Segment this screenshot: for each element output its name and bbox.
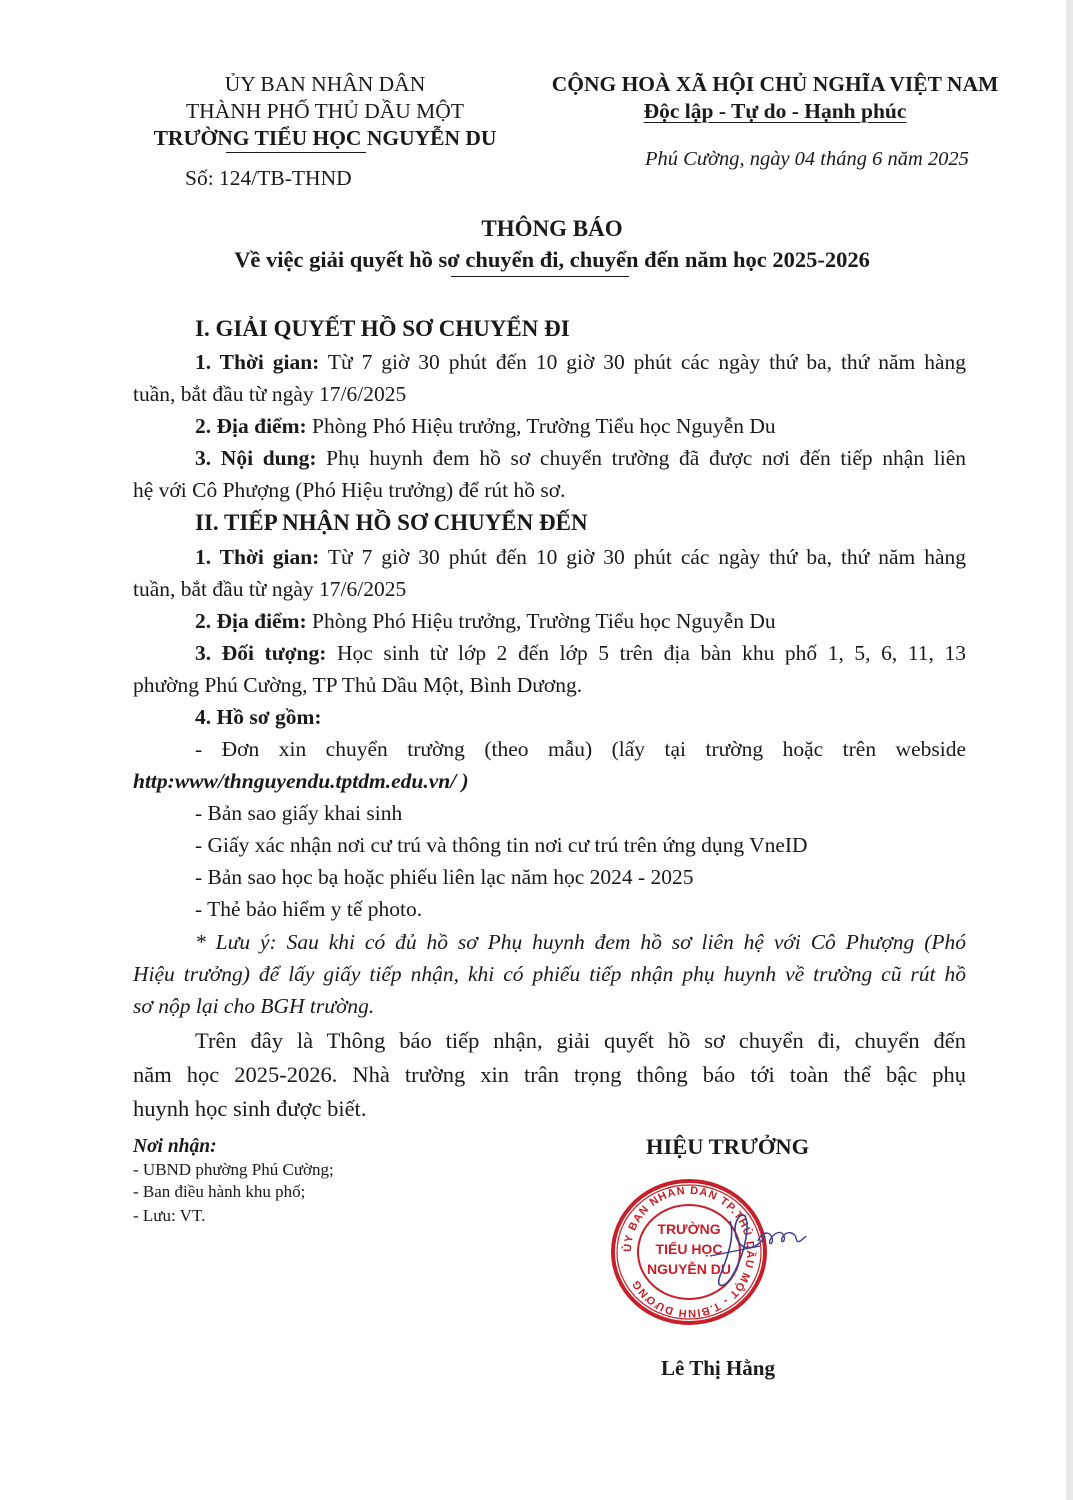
s1-content-text: Phụ huynh đem hồ sơ chuyển trường đã được nơi đến tiếp nhận liên xyxy=(316,446,966,470)
closing-line-3: huynh học sinh được biết. xyxy=(133,1096,367,1121)
s2-time-cont: tuần, bắt đầu từ ngày 17/6/2025 xyxy=(133,577,407,601)
handwritten-signature-icon xyxy=(700,1196,820,1306)
doc-item-4: - Bản sao học bạ hoặc phiếu liên lạc năm học 2024 - 2025 xyxy=(195,865,694,889)
doc-item-2: - Bản sao giấy khai sinh xyxy=(195,801,403,825)
signer-title: HIỆU TRƯỞNG xyxy=(646,1134,810,1159)
svg-text:NGUYỄN DU: NGUYỄN DU xyxy=(646,1261,732,1277)
subtitle-underline xyxy=(451,276,629,277)
closing-line-1: Trên đây là Thông báo tiếp nhận, giải quyết hồ sơ chuyển đi, chuyển đến xyxy=(195,1028,966,1053)
s2-time-label: 1. Thời gian: xyxy=(195,545,320,569)
page-edge xyxy=(1066,0,1073,1500)
recipients-label: Nơi nhận: xyxy=(133,1136,217,1157)
note-line-2: Hiệu trưởng) để lấy giấy tiếp nhận, khi có phiếu tiếp nhận phụ huynh về trường cũ rút hồ xyxy=(133,962,966,986)
s1-time xyxy=(133,347,966,379)
doc-item-3: - Giấy xác nhận nơi cư trú và thông tin nơi cư trú trên ứng dụng VneID xyxy=(195,833,808,857)
recipient-2: - Ban điều hành khu phố; xyxy=(133,1182,306,1201)
s1-content-cont: hệ với Cô Phượng (Phó Hiệu trưởng) để rút hồ sơ. xyxy=(133,478,566,502)
s2-place xyxy=(133,606,966,638)
note-line-3: sơ nộp lại cho BGH trường. xyxy=(133,994,375,1018)
s1-content-label: 3. Nội dung: xyxy=(195,446,317,470)
closing-line-2: năm học 2025-2026. Nhà trường xin trân trọng thông báo tới toàn thể bậc phụ xyxy=(133,1062,966,1087)
section-2-heading: II. TIẾP NHẬN HỒ SƠ CHUYỂN ĐẾN xyxy=(195,510,588,535)
s1-place-label: 2. Địa điểm: xyxy=(195,414,307,438)
s2-place-label: 2. Địa điểm: xyxy=(195,609,307,633)
s2-time-text: Từ 7 giờ 30 phút đến 10 giờ 30 phút các ngày thứ ba, thứ năm hàng xyxy=(319,545,966,569)
place-date: Phú Cường, ngày 04 tháng 6 năm 2025 xyxy=(645,148,969,170)
s1-time-cont: tuần, bắt đầu từ ngày 17/6/2025 xyxy=(133,382,407,406)
s2-docs-label: 4. Hồ sơ gồm: xyxy=(195,705,322,729)
notice-subtitle: Về việc giải quyết hồ sơ chuyển đi, chuyển đến năm học 2025-2026 xyxy=(234,247,870,272)
nation-motto: Độc lập - Tự do - Hạnh phúc xyxy=(643,99,907,123)
s2-target-cont: phường Phú Cường, TP Thủ Dầu Một, Bình Dương. xyxy=(133,673,583,697)
note-line-1: * Lưu ý: Sau khi có đủ hồ sơ Phụ huynh đem hồ sơ liên hệ với Cô Phượng (Phó xyxy=(195,930,966,954)
s2-target-text: Học sinh từ lớp 2 đến lớp 5 trên địa bàn khu phố 1, 5, 6, 11, 13 xyxy=(326,641,966,665)
notice-title: THÔNG BÁO xyxy=(481,216,623,241)
s1-content xyxy=(133,443,966,475)
nation-title: CỘNG HOÀ XÃ HỘI CHỦ NGHĨA VIỆT NAM xyxy=(551,72,999,96)
s1-place xyxy=(133,411,966,443)
recipient-3: - Lưu: VT. xyxy=(133,1206,206,1225)
s2-time xyxy=(133,542,966,574)
school-underline xyxy=(226,152,366,153)
s1-place-text: Phòng Phó Hiệu trưởng, Trường Tiểu học Nguyễn Du xyxy=(306,414,776,438)
recipient-1: - UBND phường Phú Cường; xyxy=(133,1160,334,1179)
agency-line-2: THÀNH PHỐ THỦ DẦU MỘT xyxy=(186,99,464,123)
s1-time-text: Từ 7 giờ 30 phút đến 10 giờ 30 phút các ngày thứ ba, thứ năm hàng xyxy=(319,350,966,374)
s1-time-label: 1. Thời gian: xyxy=(195,350,320,374)
s2-place-text: Phòng Phó Hiệu trưởng, Trường Tiểu học Nguyễn Du xyxy=(306,609,776,633)
school-name: TRƯỜNG TIỂU HỌC NGUYỄN DU xyxy=(153,126,497,150)
website-link[interactable]: http:www/thnguyendu.tptdm.edu.vn/ ) xyxy=(133,769,469,793)
agency-line-1: ỦY BAN NHÂN DÂN xyxy=(224,72,426,96)
svg-text:TRƯỜNG: TRƯỜNG xyxy=(657,1221,721,1237)
doc-item-1: - Đơn xin chuyển trường (theo mẫu) (lấy tại trường hoặc trên webside xyxy=(195,737,966,761)
doc-number: Số: 124/TB-THND xyxy=(185,166,352,190)
svg-text:ỦY BAN NHÂN DÂN TP.THỦ DẦU MỘT: ỦY BAN NHÂN DÂN TP.THỦ DẦU MỘT - T.BÌNH DƯƠNG xyxy=(621,1184,757,1320)
doc-item-5: - Thẻ bảo hiểm y tế photo. xyxy=(195,897,423,921)
s2-target xyxy=(133,638,966,670)
section-1-heading: I. GIẢI QUYẾT HỒ SƠ CHUYỂN ĐI xyxy=(195,316,570,341)
svg-text:TIỂU HỌC: TIỂU HỌC xyxy=(655,1241,723,1257)
s2-target-label: 3. Đối tượng: xyxy=(195,641,327,665)
signer-name: Lê Thị Hằng xyxy=(661,1356,775,1380)
